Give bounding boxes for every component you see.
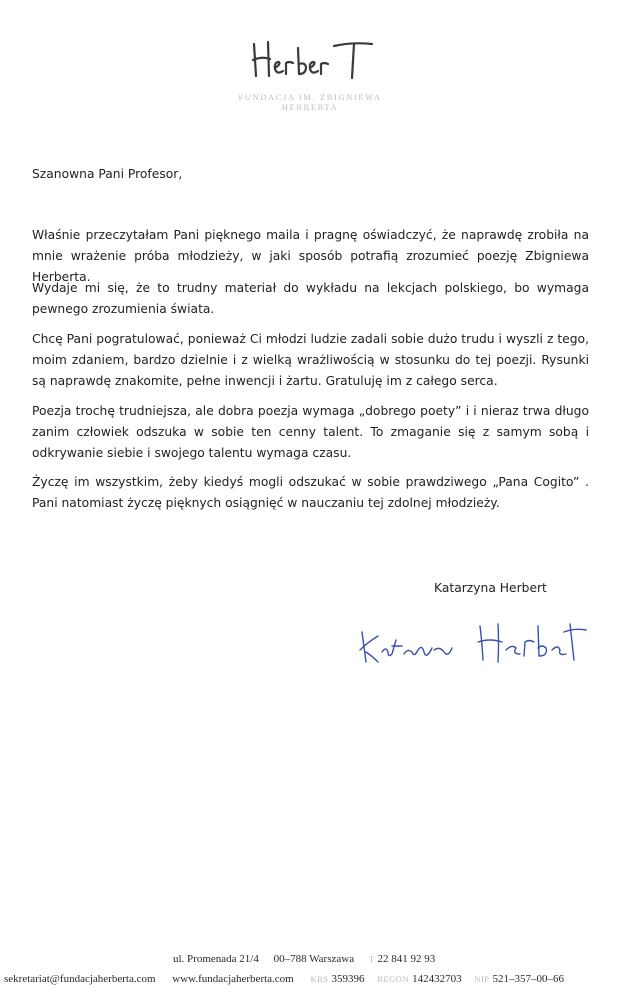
herbert-logo-signature — [248, 36, 378, 86]
foundation-name: FUNDACJA IM. ZBIGNIEWA HERBERTA — [238, 92, 382, 112]
footer-contact-line — [4, 973, 625, 985]
footer-phone-label: T — [368, 954, 375, 964]
paragraph-2: Wydaje mi się, że to trudny materiał do wykładu na lekcjach polskiego, bo wymaga pewnego zrozumienia świata. — [32, 281, 589, 316]
footer-website-link[interactable]: www.fundacjaherberta.com — [172, 973, 294, 985]
handwritten-signature — [352, 612, 592, 672]
footer-nip-label: NIP — [474, 974, 490, 984]
footer-phone: 22 841 92 93 — [377, 953, 436, 965]
footer-krs: 359396 — [331, 973, 365, 985]
salutation: Szanowna Pani Profesor, — [32, 167, 183, 181]
footer-krs-label: KRS — [310, 974, 329, 984]
paragraph-3: Chcę Pani pogratulować, ponieważ Ci młodzi ludzie zadali sobie dużo trudu i wyszli z tego, moim zdaniem, bardzo dzielnie i z wielką wrażliwością w stosunku do tej poezji. Rysunki są naprawdę znakomite, pełne inwencji i żartu. Gratuluję im z całego serca. — [32, 332, 589, 388]
footer-postal-city: 00–788 Warszawa — [273, 953, 355, 965]
footer-address-line — [173, 953, 625, 965]
paragraph-1: Właśnie przeczytałam Pani pięknego maila i pragnę oświadczyć, że naprawdę zrobiła na mnie wrażenie próba młodzieży, w jaki sposób potrafią zrozumieć poezję Zbigniewa Herberta. — [32, 228, 589, 284]
footer-nip: 521–357–00–66 — [492, 973, 565, 985]
footer-address: ul. Promenada 21/4 — [173, 953, 259, 965]
paragraph-5: Życzę im wszystkim, żeby kiedyś mogli odszukać w sobie prawdziwego „Pana Cogito” . Pani natomiast życzę pięknych osiągnięć w nauczaniu tej zdolnej młodzieży. — [32, 475, 589, 510]
signer-name: Katarzyna Herbert — [434, 581, 547, 595]
footer-email-link[interactable]: sekretariat@fundacjaherberta.com — [4, 973, 156, 985]
footer-regon: 142432703 — [412, 973, 462, 985]
paragraph-4: Poezja trochę trudniejsza, ale dobra poezja wymaga „dobrego poety” i i nieraz trwa długo zanim człowiek odszuka w sobie ten cenny talent. To zmaganie się z samym sobą i odkrywanie siebie i swojego talentu wymaga czasu. — [32, 404, 589, 460]
footer-regon-label: REGON — [377, 974, 410, 984]
